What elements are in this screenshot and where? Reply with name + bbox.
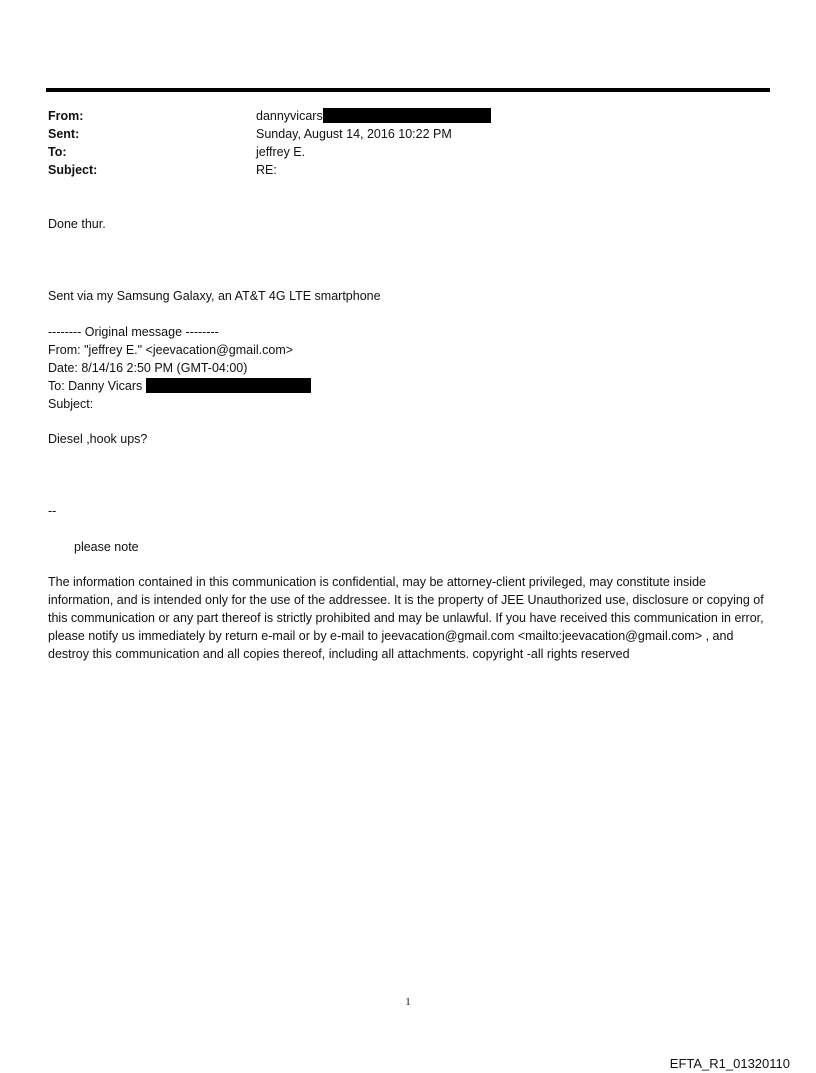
header-to-row (48, 143, 305, 161)
original-to-line: To: Danny Vicars (48, 379, 143, 393)
to-value: jeffrey E. (256, 145, 306, 159)
please-note: please note (74, 540, 139, 554)
original-message-separator: -------- Original message -------- (48, 325, 219, 339)
subject-label: Subject: (48, 163, 98, 177)
reply-text: Done thur. (48, 217, 106, 231)
page-number: 1 (405, 996, 411, 1008)
sent-label: Sent: (48, 127, 80, 141)
redaction-box (146, 378, 311, 393)
header-rule (46, 88, 770, 92)
header-subject-row (48, 161, 277, 179)
sent-value: Sunday, August 14, 2016 10:22 PM (256, 127, 452, 141)
header-sent-row (48, 125, 452, 143)
redaction-box (323, 108, 491, 123)
from-label: From: (48, 109, 84, 123)
original-from-line: From: "jeffrey E." <jeevacation@gmail.com> (48, 343, 294, 357)
mobile-signature: Sent via my Samsung Galaxy, an AT&T 4G LTE smartphone (48, 289, 381, 303)
confidentiality-disclaimer: The information contained in this communication is confidential, may be attorney-client privileged, may constitute inside information, and is intended only for the use of the addressee. It is the property of JEE Unauthorized use, disclosure or copying of this communication or any part thereof is strictly prohibited and may be unlawful. If you have received this communication in error, please notify us immediately by return e-mail or by e-mail to jeevacation@gmail.com <mailto:jeevacation@gmail.com> , and destroy this communication and all copies thereof, including all attachments. copyright -all rights reserved (48, 575, 764, 661)
bates-number: EFTA_R1_01320110 (669, 1056, 790, 1071)
original-to-row (48, 377, 311, 395)
original-message-header (48, 323, 311, 413)
original-subject-line: Subject: (48, 397, 94, 411)
subject-value: RE: (256, 163, 277, 177)
signature-dashes: -- (48, 504, 57, 518)
to-label: To: (48, 145, 67, 159)
from-value: dannyvicars (256, 109, 323, 123)
original-date-line: Date: 8/14/16 2:50 PM (GMT-04:00) (48, 361, 248, 375)
original-message-body: Diesel ,hook ups? (48, 432, 148, 446)
header-from-row (48, 107, 491, 125)
